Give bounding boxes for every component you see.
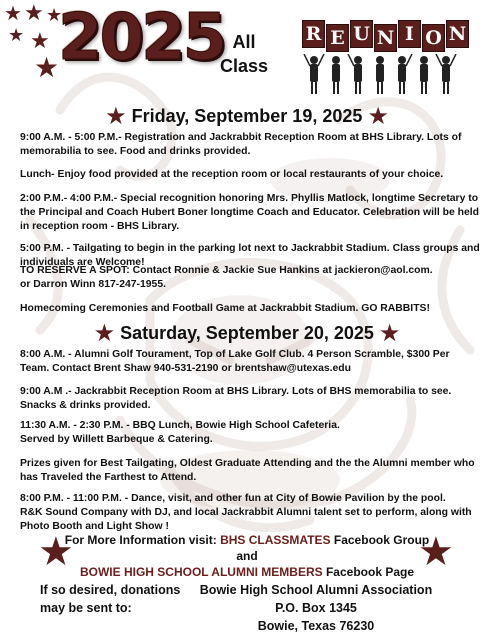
donation-note [40, 581, 180, 617]
schedule-item: 8:00 A.M. - Alumni Golf Tourament, Top of Lake Golf Club. 4 Person Scramble, $300 Per Team. Contact Brent Shaw 940-531-2190 or brentshaw@utexas.edu [20, 349, 450, 374]
schedule-item: Homecoming Ceremonies and Football Game at Jackrabbit Stadium. GO RABBITS! [20, 303, 430, 314]
star-icon: ★ [24, 0, 44, 25]
alumni-page-suffix: Facebook Page [322, 565, 415, 579]
reunion-letter: O [422, 24, 445, 52]
all-class-label [220, 30, 268, 78]
reunion-year: 2025 [58, 1, 225, 75]
friday-heading [0, 102, 494, 131]
alumni-members-page-link[interactable]: BOWIE HIGH SCHOOL ALUMNI MEMBERS [79, 565, 323, 579]
star-icon: ★ [93, 320, 116, 347]
and-line: and [236, 549, 258, 563]
saturday-heading [0, 319, 494, 348]
more-info-suffix: Facebook Group [330, 533, 430, 547]
friday-heading-text: Friday, September 19, 2025 [131, 106, 363, 126]
address-line1: Bowie High School Alumni Association [199, 583, 433, 597]
schedule-item: TO RESERVE A SPOT: Contact Ronnie & Jackie Sue Hankins at jackieron@aol.com. [20, 265, 433, 276]
star-icon: ★ [30, 28, 50, 53]
schedule-item: 2:00 P.M.- 4:00 P.M.- Special recognition honoring Mrs. Phyllis Matlock, longtime Secretary to the Principal and Coach Hubert Boner longtime Coach and Educator. Celebration will be held in reception room - BHS Library. [20, 193, 479, 232]
star-icon: ★ [34, 52, 60, 83]
schedule-item: 9:00 A.M. - 5:00 P.M.- Registration and Jackrabbit Reception Room at BHS Library. Lots of memorabilia to see. Food and drinks provided. [20, 132, 462, 157]
donation-note-line1: If so desired, donations [40, 583, 181, 597]
donation-note-line2: may be sent to: [40, 601, 132, 615]
more-info-prefix: For More Information visit: [64, 533, 221, 547]
reunion-logo [302, 20, 470, 52]
star-icon: ★ [367, 103, 389, 130]
classmates-group-link[interactable]: BHS CLASSMATES [220, 533, 331, 547]
schedule-item: R&K Sound Company with DJ, and local Jackrabbit Alumni talent set to perform, along with Photo Booth and Light Show ! [20, 507, 472, 532]
star-icon: ★ [8, 25, 25, 45]
star-icon: ★ [378, 320, 401, 347]
schedule-item: 5:00 P.M. - Tailgating to begin in the parking lot next to Jackrabbit Stadium. Class groups and individuals are Welcome! [20, 243, 480, 268]
schedule-item: 9:00 A.M .- Jackrabbit Reception Room at BHS Library. Lots of BHS memorabilia to see. Snacks & drinks provided. [20, 386, 452, 411]
reunion-letter: E [326, 24, 349, 52]
star-icon: ★ [418, 530, 454, 574]
schedule-item: 8:00 P.M. - 11:00 P.M. - Dance, visit, and other fun at City of Bowie Pavilion by the pool. [20, 493, 446, 504]
reunion-people-illustration [302, 54, 462, 96]
schedule-item: Lunch- Enjoy food provided at the reception room or local restaurants of your choice. [20, 169, 444, 180]
schedule-item: Prizes given for Best Tailgating, Oldest Graduate Attending and the the Alumni member who has Traveled the Farthest to Attend. [20, 458, 475, 483]
saturday-heading-text: Saturday, September 20, 2025 [120, 323, 374, 343]
mailing-address [196, 581, 436, 635]
address-line3: Bowie, Texas 76230 [257, 619, 375, 633]
all-class-line1: All [232, 32, 256, 52]
reunion-letter: N [446, 20, 469, 48]
star-icon: ★ [46, 5, 63, 25]
schedule-item: or Darron Winn 817-247-1955. [20, 279, 167, 290]
reunion-letter: U [350, 20, 373, 48]
more-info-line [0, 532, 494, 548]
star-icon: ★ [105, 103, 127, 130]
all-class-line2: Class [220, 56, 269, 76]
star-icon: ★ [4, 3, 22, 25]
alumni-page-line [0, 564, 494, 580]
star-icon: ★ [38, 530, 74, 574]
reunion-letter: R [302, 20, 325, 48]
schedule-item: 11:30 A.M. - 2:30 P.M. - BBQ Lunch, Bowie High School Cafeteria. [20, 420, 340, 431]
schedule-item: Served by Willett Barbeque & Catering. [20, 434, 213, 445]
address-line2: P.O. Box 1345 [275, 601, 357, 615]
reunion-letter: N [374, 24, 397, 52]
reunion-letter: I [398, 20, 421, 48]
